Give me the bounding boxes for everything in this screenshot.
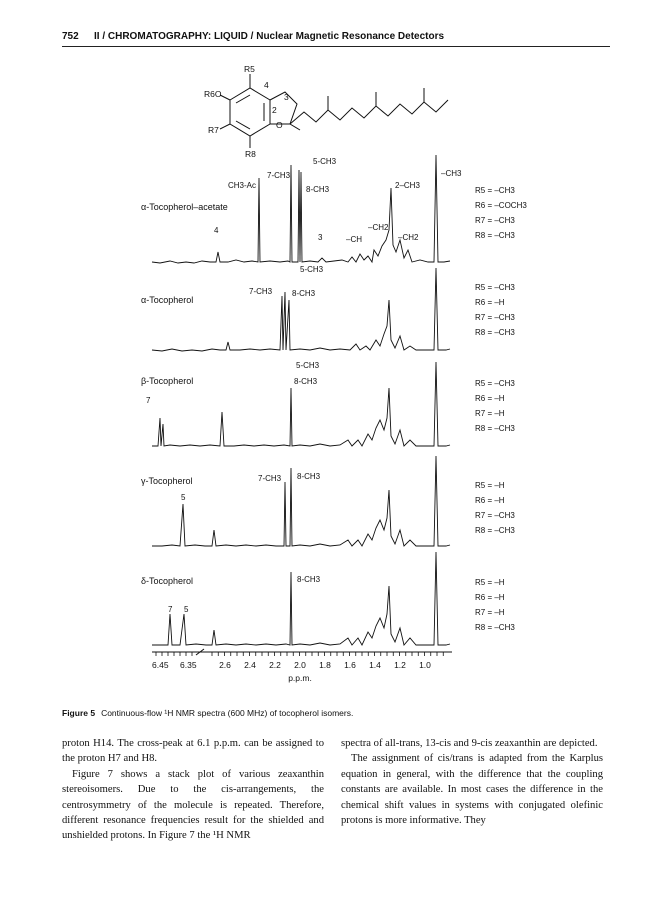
substituent-list <box>475 578 515 632</box>
tick-label: 2.6 <box>219 660 231 670</box>
spectrum-beta-tocopherol <box>141 361 515 446</box>
atom-2: 2 <box>272 105 277 115</box>
paragraph: The assignment of cis/trans is adapted from the Karplus equation in general, with the difference that the coupling constants are available. In most cases the difference in the chemical shift values in systems with conjugated olefinic protons is more informative. They <box>341 753 603 827</box>
figure-caption <box>62 708 353 718</box>
label-ch2-a: –CH2 <box>368 223 389 232</box>
svg-text:R5 = –CH3: R5 = –CH3 <box>475 186 515 195</box>
body-column-left <box>62 736 324 844</box>
svg-text:R5 = –CH3: R5 = –CH3 <box>475 283 515 292</box>
spectrum-name: α-Tocopherol <box>141 295 194 305</box>
label-ch: –CH <box>346 235 363 244</box>
svg-text:R8 = –CH3: R8 = –CH3 <box>475 231 515 240</box>
spectrum-trace <box>152 362 450 446</box>
body-column-right <box>341 736 603 828</box>
spectrum-delta-tocopherol <box>141 552 515 645</box>
svg-text:R6 = –H: R6 = –H <box>475 496 505 505</box>
caption-label: Figure 5 <box>62 708 96 718</box>
label-5-ch3: 5-CH3 <box>313 157 337 166</box>
label-5-ch3: 5-CH3 <box>296 361 320 370</box>
header-title: II / CHROMATOGRAPHY: LIQUID / Nuclear Magnetic Resonance Detectors <box>94 31 445 42</box>
tick-label: 2.2 <box>269 660 281 670</box>
label-3: 3 <box>318 233 323 242</box>
tocopherol-structure <box>220 74 448 148</box>
label-ch3-ac: CH3-Ac <box>228 181 257 190</box>
label-5-ch3: 5-CH3 <box>300 265 324 274</box>
phytyl-chain <box>290 100 448 124</box>
spectrum-name: β-Tocopherol <box>141 376 194 386</box>
label-8-ch3: 8-CH3 <box>297 472 321 481</box>
svg-text:R5 = –H: R5 = –H <box>475 578 505 587</box>
tick-label: 1.2 <box>394 660 406 670</box>
svg-text:R6 = –H: R6 = –H <box>475 593 505 602</box>
label-2-ch3: 2–CH3 <box>395 181 420 190</box>
structure-labels <box>204 64 289 159</box>
atom-4: 4 <box>264 80 269 90</box>
svg-text:R7 = –H: R7 = –H <box>475 608 505 617</box>
spectrum-alpha-tocopherol-acetate <box>141 155 527 263</box>
svg-text:R8 = –CH3: R8 = –CH3 <box>475 328 515 337</box>
svg-text:R7 = –CH3: R7 = –CH3 <box>475 313 515 322</box>
label-7: 7 <box>168 605 173 614</box>
svg-text:R7 = –CH3: R7 = –CH3 <box>475 511 515 520</box>
tick-label: 6.45 <box>152 660 169 670</box>
label-8-ch3: 8-CH3 <box>306 185 330 194</box>
tick-label: 1.4 <box>369 660 381 670</box>
atom-r6o: R6O <box>204 89 222 99</box>
label-8-ch3: 8-CH3 <box>297 575 321 584</box>
svg-text:R6 = –H: R6 = –H <box>475 394 505 403</box>
atom-3: 3 <box>284 92 289 102</box>
label-7-ch3: 7-CH3 <box>249 287 273 296</box>
tick-label: 1.0 <box>419 660 431 670</box>
spectrum-alpha-tocopherol <box>141 265 515 351</box>
svg-text:R7 = –CH3: R7 = –CH3 <box>475 216 515 225</box>
atom-r5: R5 <box>244 64 255 74</box>
svg-text:R6 = –COCH3: R6 = –COCH3 <box>475 201 527 210</box>
spectrum-name: γ-Tocopherol <box>141 476 193 486</box>
paragraph: Figure 7 shows a stack plot of various zeaxanthin stereoisomers. Due to the cis-arrangements, the centrosymmetry of the molecule is repeated. Therefore, different resonance frequencies result for the shielded and unshielded protons. In Figure 7 the ¹H NMR <box>62 768 324 842</box>
substituent-list <box>475 481 515 535</box>
label-7: 7 <box>146 396 151 405</box>
tick-label: 6.35 <box>180 660 197 670</box>
atom-r8: R8 <box>245 149 256 159</box>
page-number: 752 <box>62 31 79 42</box>
atom-r7: R7 <box>208 125 219 135</box>
x-axis <box>152 649 452 683</box>
spectrum-name: δ-Tocopherol <box>141 576 194 586</box>
label-7-ch3: 7-CH3 <box>258 474 282 483</box>
label-5: 5 <box>184 605 189 614</box>
label-5: 5 <box>181 493 186 502</box>
svg-text:R5 = –H: R5 = –H <box>475 481 505 490</box>
label-7-ch3: 7-CH3 <box>267 171 291 180</box>
svg-text:R7 = –H: R7 = –H <box>475 409 505 418</box>
spectrum-trace <box>152 552 450 645</box>
axis-label: p.p.m. <box>288 673 312 683</box>
label-ch2-b: –CH2 <box>398 233 419 242</box>
tick-label: 1.8 <box>319 660 331 670</box>
svg-text:R8 = –CH3: R8 = –CH3 <box>475 526 515 535</box>
paragraph: proton H14. The cross-peak at 6.1 p.p.m. can be assigned to the proton H7 and H8. <box>62 738 324 765</box>
paragraph: spectra of all-trans, 13-cis and 9-cis zeaxanthin are depicted. <box>341 738 598 749</box>
label-ch3: –CH3 <box>441 169 462 178</box>
substituent-list <box>475 186 527 240</box>
spectrum-trace <box>152 268 450 351</box>
atom-o: O <box>276 120 283 130</box>
substituent-list <box>475 379 515 433</box>
spectrum-gamma-tocopherol <box>141 456 515 546</box>
tick-label: 2.0 <box>294 660 306 670</box>
svg-text:R6 = –H: R6 = –H <box>475 298 505 307</box>
label-8-ch3: 8-CH3 <box>292 289 316 298</box>
spectrum-name: α-Tocopherol–acetate <box>141 202 228 212</box>
label-8-ch3: 8-CH3 <box>294 377 318 386</box>
substituent-list <box>475 283 515 337</box>
caption-text: Continuous-flow ¹H NMR spectra (600 MHz) of tocopherol isomers. <box>101 708 354 718</box>
label-4: 4 <box>214 226 219 235</box>
svg-text:R8 = –CH3: R8 = –CH3 <box>475 424 515 433</box>
svg-text:R8 = –CH3: R8 = –CH3 <box>475 623 515 632</box>
spectrum-trace <box>152 456 450 546</box>
tick-label: 2.4 <box>244 660 256 670</box>
svg-text:R5 = –CH3: R5 = –CH3 <box>475 379 515 388</box>
tick-label: 1.6 <box>344 660 356 670</box>
